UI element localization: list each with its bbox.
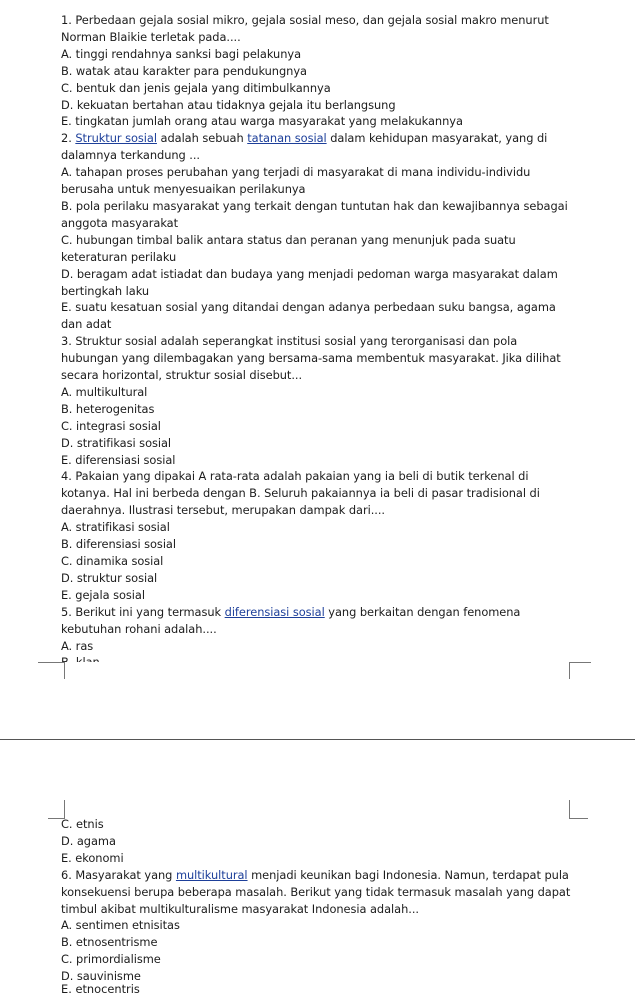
- q6-stem-pre: 6. Masyarakat yang: [61, 867, 173, 882]
- q5-stem-pre: 5. Berikut ini yang termasuk: [61, 604, 222, 619]
- q6-option-c: C. primordialisme: [61, 952, 161, 967]
- q2-stem-rest: dalam kehidupan masyarakat, yang di: [330, 131, 548, 146]
- q2-option-d-line-2: bertingkah laku: [61, 283, 150, 298]
- crop-mark-top-left: [38, 662, 65, 679]
- q1-option-c: C. bentuk dan jenis gejala yang ditimbulkannya: [61, 80, 331, 95]
- link-multikultural[interactable]: multikultural: [175, 867, 248, 882]
- q5-stem-line-1: [61, 604, 571, 621]
- q4-option-e: E. gejala sosial: [61, 587, 145, 602]
- q2-option-c-line-1: C. hubungan timbal balik antara status dan peranan yang menunjuk pada suatu: [61, 232, 516, 247]
- crop-mark-top-right: [569, 662, 591, 679]
- link-diferensiasi-sosial[interactable]: diferensiasi sosial: [224, 604, 325, 619]
- crop-mark-bottom-right: [569, 800, 588, 819]
- q4-option-c: C. dinamika sosial: [61, 554, 164, 568]
- q1-option-e: E. tingkatan jumlah orang atau warga masyarakat yang melakukannya: [61, 114, 463, 129]
- q4-option-b: B. diferensiasi sosial: [61, 537, 176, 552]
- q3-option-a: A. multikultural: [61, 384, 148, 399]
- q2-stem-line-1: [61, 130, 571, 147]
- q6-option-a: A. sentimen etnisitas: [61, 918, 180, 933]
- link-struktur-sosial[interactable]: Struktur sosial: [75, 131, 157, 146]
- q3-option-e: E. diferensiasi sosial: [61, 452, 176, 467]
- q2-option-e-line-2: dan adat: [61, 317, 112, 332]
- q2-option-d-line-1: D. beragam adat istiadat dan budaya yang menjadi pedoman warga masyarakat dalam: [61, 266, 558, 281]
- link-tatanan-sosial[interactable]: tatanan sosial: [247, 131, 327, 146]
- q2-option-a-line-2: berusaha untuk menyesuaikan perilakunya: [61, 182, 306, 197]
- q5-option-a: A. ras: [61, 638, 94, 653]
- q1-option-b: B. watak atau karakter para pendukungnya: [61, 63, 307, 78]
- page-break-gap: [0, 662, 635, 812]
- q1-option-d: D. kekuatan bertahan atau tidaknya gejala itu berlangsung: [61, 97, 396, 112]
- q6-option-e-cut-off: E. etnocentris: [61, 982, 140, 996]
- q3-option-d: D. stratifikasi sosial: [61, 435, 172, 450]
- q5-stem-line-2: kebutuhan rohani adalah....: [61, 621, 217, 636]
- q5-option-e: E. ekonomi: [61, 850, 124, 865]
- q5-option-c: C. etnis: [61, 817, 104, 831]
- q4-option-a: A. stratifikasi sosial: [61, 520, 170, 535]
- q1-stem-line-1: 1. Perbedaan gejala sosial mikro, gejala sosial meso, dan gejala sosial makro menurut: [61, 13, 549, 27]
- q4-stem-line-2: kotanya. Hal ini berbeda dengan B. Seluruh pakaiannya ia beli di pasar tradisional di: [61, 486, 540, 501]
- q5-option-d: D. agama: [61, 833, 116, 848]
- q1-option-a: A. tinggi rendahnya sanksi bagi pelakunya: [61, 46, 301, 61]
- q2-option-c-line-2: keteraturan perilaku: [61, 249, 177, 264]
- q1-stem-line-2: Norman Blaikie terletak pada....: [61, 29, 241, 44]
- q3-stem-line-1: 3. Struktur sosial adalah seperangkat institusi sosial yang terorganisasi dan pola: [61, 334, 518, 349]
- q6-stem-post: menjadi keunikan bagi Indonesia. Namun, terdapat pula: [251, 867, 569, 882]
- q2-option-b-line-1: B. pola perilaku masyarakat yang terkait dengan tuntutan hak dan kewajibannya sebagai: [61, 198, 568, 213]
- q6-stem-line-1: [61, 867, 571, 884]
- q3-stem-line-3: secara horizontal, struktur sosial disebut...: [61, 368, 303, 383]
- q6-stem-line-2: konsekuensi berupa beberapa masalah. Berikut yang tidak termasuk masalah yang dapat: [61, 884, 571, 899]
- q5-stem-post: yang berkaitan dengan fenomena: [328, 604, 521, 619]
- questions-part-1: [61, 12, 571, 671]
- q6-option-b: B. etnosentrisme: [61, 935, 158, 950]
- q2-number: 2.: [61, 131, 72, 146]
- q2-option-e-line-1: E. suatu kesatuan sosial yang ditandai dengan adanya perbedaan suku bangsa, agama: [61, 300, 556, 315]
- q6-option-d: D. sauvinisme: [61, 969, 141, 984]
- q4-stem-line-1: 4. Pakaian yang dipakai A rata-rata adalah pakaian yang ia beli di butik terkenal di: [61, 469, 529, 484]
- q6-stem-line-3: timbul akibat multikulturalisme masyarakat Indonesia adalah...: [61, 901, 419, 916]
- q4-option-d: D. struktur sosial: [61, 570, 158, 585]
- q4-stem-line-3: daerahnya. Ilustrasi tersebut, merupakan dampak dari....: [61, 503, 385, 518]
- questions-part-2: [61, 816, 571, 985]
- q3-option-b: B. heterogenitas: [61, 401, 155, 416]
- q2-option-b-line-2: anggota masyarakat: [61, 215, 179, 230]
- q3-option-c: C. integrasi sosial: [61, 418, 161, 433]
- q2-option-a-line-1: A. tahapan proses perubahan yang terjadi di masyarakat di mana individu-individu: [61, 165, 531, 180]
- q2-stem-mid: adalah sebuah: [160, 131, 244, 146]
- q3-stem-line-2: hubungan yang dilembagakan yang bersama-sama membentuk masyarakat. Jika dilihat: [61, 351, 561, 366]
- q2-stem-line-2: dalamnya terkandung ...: [61, 148, 200, 163]
- page-divider-line: [0, 739, 635, 740]
